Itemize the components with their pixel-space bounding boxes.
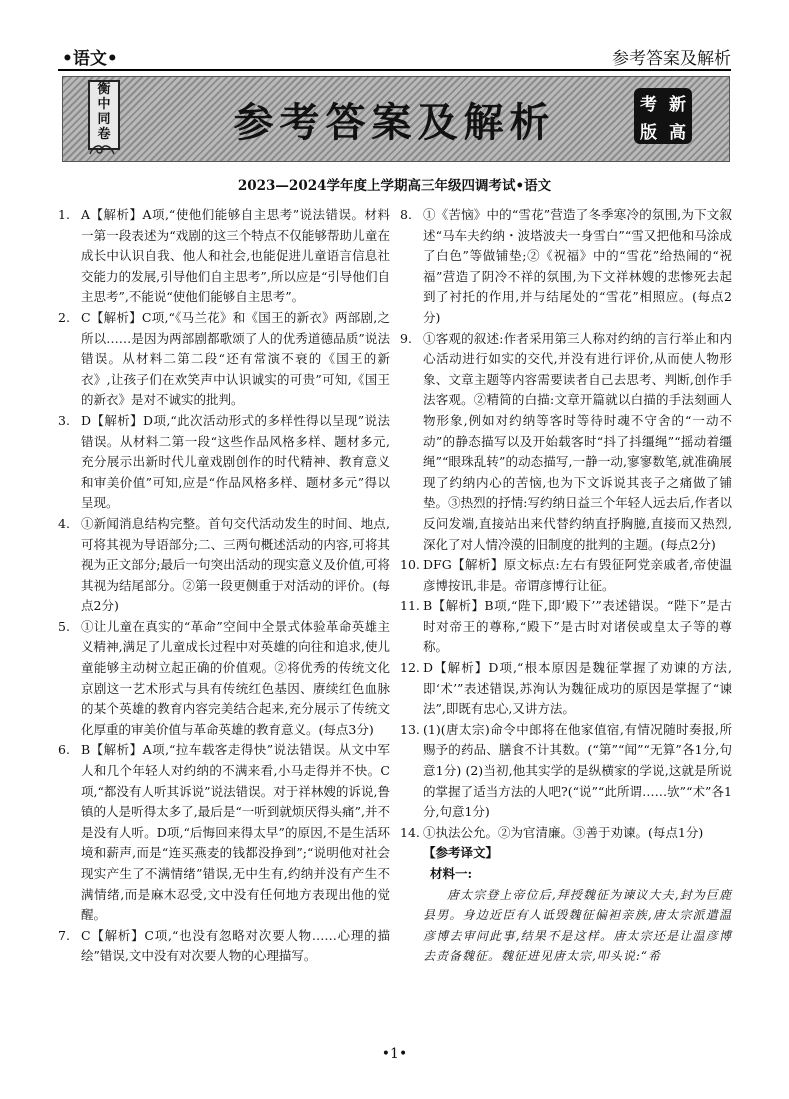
seal-char: 衡 — [97, 82, 111, 97]
item-number: 12. — [400, 660, 420, 676]
seal-char: 卷 — [97, 127, 111, 142]
badge-char: 考 — [640, 94, 657, 115]
header-section-title: 参考答案及解析 — [612, 49, 731, 69]
item-number: 3. — [58, 412, 70, 428]
item-number: 10. — [400, 557, 420, 573]
answer-item — [400, 596, 732, 658]
item-text: D【解析】D项,“根本原因是魏征掌握了劝谏的方法,即‘术’”表述错误,苏洵认为魏征成功的原因是掌握了“谏法”,即既有忠心,又讲方法。 — [423, 660, 732, 717]
item-number: 7. — [58, 927, 70, 943]
item-text: ①让儿童在真实的“革命”空间中全景式体验革命英雄主义精神,满足了儿童成长过程中对英雄的向往和追求,使儿童能够主动树立起正确的价值观。②将优秀的传统文化京剧这一艺术形式与具有传统红色基因、赓续红色血脉的某个英雄的教育内容完美结合起来,充分展示了传统文化厚重的审美价值与革命英雄的教育意义。(每点3分) — [81, 618, 390, 737]
translation-paragraph: 唐太宗登上帝位后,拜授魏征为谏议大夫,封为巨鹿县男。身边近臣有人诋毁魏征偏袒亲族,唐太宗派遣温彦博去审问此事,结果不是这样。唐太宗还是让温彦博去责备魏征。魏征进见唐太宗,叩头说:“希 — [423, 887, 732, 964]
item-number: 5. — [58, 618, 70, 634]
badge-char: 新 — [669, 94, 686, 115]
banner-title: 参考答案及解析 — [233, 100, 556, 146]
answer-item — [400, 823, 732, 844]
item-number: 9. — [400, 330, 412, 346]
answer-item — [58, 411, 390, 514]
answer-item — [58, 205, 390, 308]
left-column — [58, 205, 390, 967]
answer-item — [400, 205, 732, 329]
answer-item — [58, 617, 390, 741]
answer-item — [400, 329, 732, 556]
item-number: 14. — [400, 824, 420, 840]
answer-item — [58, 308, 390, 411]
item-text: B【解析】B项,“陛下,即‘殿下’”表述错误。“陛下”是古时对帝王的尊称,“殿下”是古时对诸侯或皇太子等的尊称。 — [423, 598, 732, 655]
item-number: 8. — [400, 207, 412, 222]
item-text: ①客观的叙述:作者采用第三人称对约纳的言行举止和内心活动进行如实的交代,并没有进行评价,从而使人物形象、文章主题等内容需要读者自己去思考、判断,创作手法客观。②精简的白描:文章开篇就以白描的手法刻画人物形象,例如对约纳等客时等待时魂不守舍的“一动不动”的静态描写以及开始载客时“抖了抖缰绳”“摇动着缰绳”“眼珠乱转”的动态描写,一静一动,寥寥数笔,就准确展现了约纳内心的苦恼,也为下文诉说其丧子之痛做了铺垫。③热烈的抒情:写约纳日益三个年轻人远去后,作者以反问发端,直接站出来代替约纳直抒胸臆,直接而又热烈,深化了对人情冷漠的旧制度的批判的主题。(每点2分) — [423, 330, 732, 552]
answer-item — [58, 514, 390, 617]
item-number: 13. — [400, 721, 420, 737]
subject-label: •语文• — [62, 49, 118, 69]
item-number: 4. — [58, 515, 70, 531]
item-number: 1. — [58, 207, 70, 222]
reference-heading: 【参考译文】 — [423, 845, 499, 861]
item-text: C【解析】C项,“《马兰花》和《国王的新衣》两部剧,之所以……是因为两部剧都歌颂了人的优秀道德品质”说法错误。从材料二第二段“还有常演不衰的《国王的新衣》,让孩子们在欢笑声中认识诚实的可贵”可知,《国王的新衣》是对不诚实的批判。 — [81, 309, 390, 408]
item-text: ①《苦恼》中的“雪花”营造了冬季寒冷的氛围,为下文叙述“马车夫约纳・波塔波夫一身雪白”“雪又把他和马涂成了白色”等做铺垫;②《祝福》中的“雪花”给热闹的“祝福”营造了阴冷不祥的氛围,为下文祥林嫂的悲惨死去起到了衬托的作用,并与结尾处的“雪花”相照应。(每点2分) — [423, 207, 732, 325]
item-text: B【解析】A项,“拉车载客走得快”说法错误。从文中军人和几个年轻人对约纳的不满来看,小马走得并不快。C项,“都没有人听其诉说”说法错误。对于祥林嫂的诉说,鲁镇的人是听得太多了,最后是“一听到就烦厌得头痛”,并不是没有人听。D项,“后悔回来得太早”的原因,不是生活环境和薪声,而是“连买燕麦的钱都没挣到”;“说明他对社会现实产生了不满情绪”错误,无中生有,约纳并没有产生不满情绪,而是麻木忍受,文中没有任何地方表现出他的觉醒。 — [81, 742, 390, 923]
material-label: 材料一: — [430, 866, 473, 881]
answer-item — [400, 720, 732, 823]
item-text: A【解析】A项,“使他们能够自主思考”说法错误。材料一第一段表述为“戏剧的这三个特点不仅能够帮助儿童在成长中认识自我、他人和社会,也能促进儿童语言信息社交能力的发展,引导他们自主思考”,所以应是“引导他们自主思考”,不能说“使他们能够自主思考”。 — [81, 207, 390, 305]
item-text: (1)(唐太宗)命令中郎将在他家值宿,有情况随时奏报,所赐予的药品、膳食不计其数。(“第”“闻”“无算”各1分,句意1分) (2)当初,他其实学的是纵横家的学说,这就是所说的掌握了适当方法的人吧?(“说”“此所谓……欤”“术”各1分,句意1分) — [423, 721, 732, 820]
new-edition-badge — [634, 88, 692, 144]
item-number: 11. — [400, 598, 420, 614]
item-text: ①执法公允。②为官清廉。③善于劝谏。(每点1分) — [423, 824, 704, 840]
badge-char: 高 — [669, 122, 686, 143]
seal-char: 同 — [97, 112, 111, 127]
answer-item — [400, 555, 732, 596]
item-text: DFG【解析】原文标点:左右有毁征阿党亲戚者,帝使温彦博按讯,非是。帝谓彦博行让征。 — [423, 557, 732, 593]
item-text: C【解析】C项,“也没有忽略对次要人物……心理的描绘”错误,文中没有对次要人物的心理描写。 — [81, 927, 390, 964]
item-number: 2. — [58, 309, 70, 325]
answer-item — [58, 926, 390, 967]
item-text: D【解析】D项,“此次活动形式的多样性得以呈现”说法错误。从材料二第一段“这些作品风格多样、题材多元,充分展示出新时代儿童戏剧创作的时代精神、教育意义和审美价值”可知,应是“作品风格多样、题材多元”得以呈现。 — [81, 412, 390, 511]
answer-item — [58, 740, 390, 925]
item-text: ①新闻消息结构完整。首句交代活动发生的时间、地点,可将其视为导语部分;二、三两句概述活动的内容,可将其视为正文部分;最后一句突出活动的现实意义及价值,可将其视为结尾部分。②第一段更侧重于对活动的评价。(每点2分) — [81, 515, 390, 614]
right-column — [400, 205, 732, 967]
seal-char: 中 — [97, 97, 111, 112]
exam-title: 2023—2024学年度上学期高三年级四调考试•语文 — [237, 178, 552, 194]
answer-item — [400, 658, 732, 720]
page-number: •1• — [381, 1046, 408, 1062]
header-rule — [58, 69, 731, 71]
badge-char: 版 — [640, 122, 657, 143]
item-number: 6. — [58, 742, 70, 758]
